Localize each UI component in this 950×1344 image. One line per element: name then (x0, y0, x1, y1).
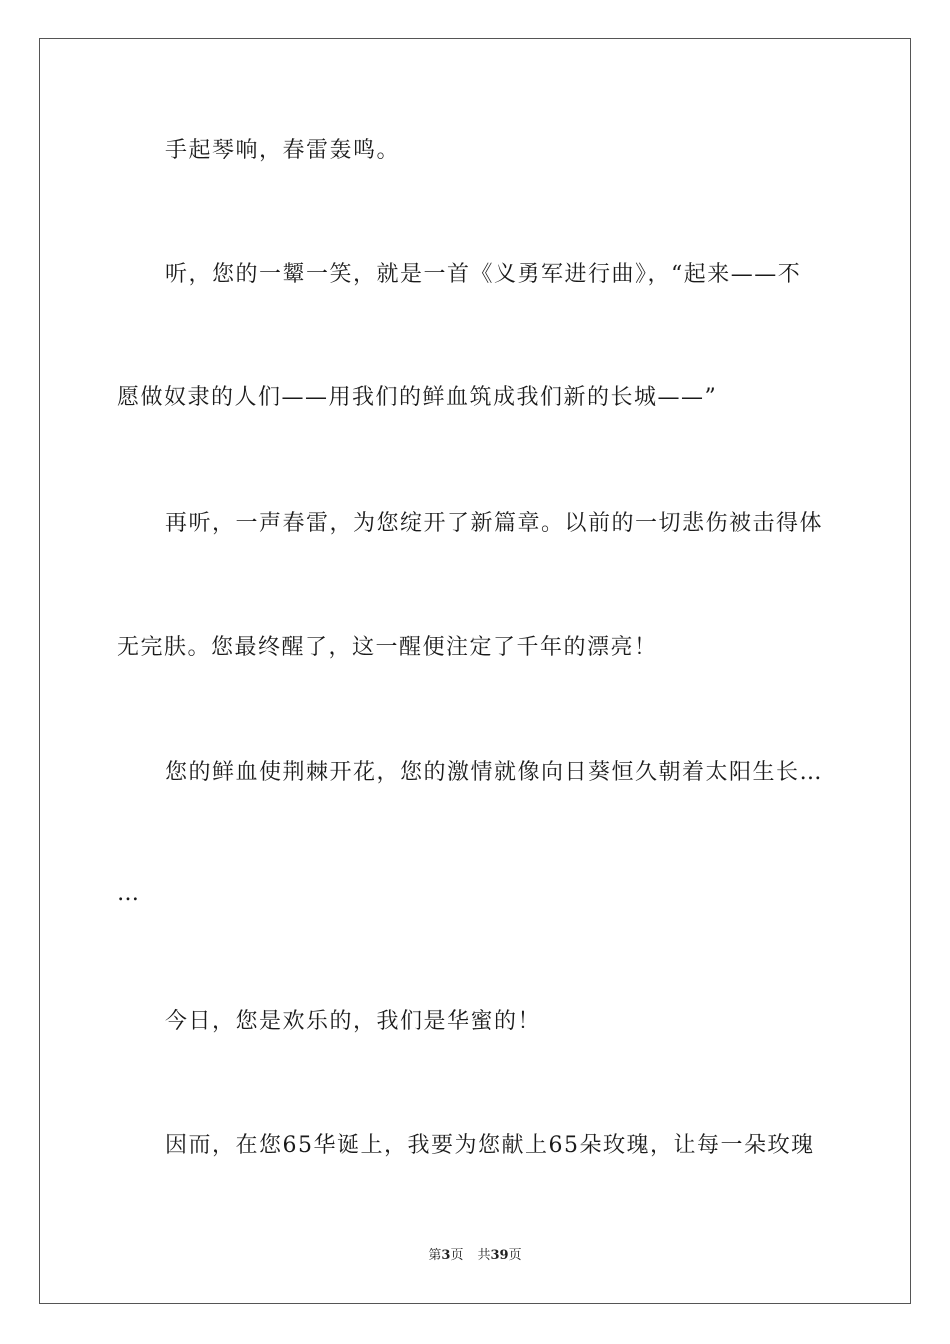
text-line-4: 再听，一声春雷，为您绽开了新篇章。以前的一切悲伤被击得体 (165, 511, 824, 536)
page-border (39, 38, 911, 1304)
text-line-8: 今日，您是欢乐的，我们是华蜜的！ (165, 1009, 542, 1034)
page-footer (0, 1247, 950, 1265)
text-line-5: 无完肤。您最终醒了，这一醒便注定了千年的漂亮！ (117, 635, 658, 660)
footer-page-unit: 页 (450, 1248, 464, 1263)
footer-prefix: 第 (428, 1248, 442, 1263)
text-line-1: 手起琴响，春雷轰鸣。 (165, 138, 401, 163)
total-page-count: 39 (490, 1248, 509, 1263)
current-page-number: 3 (441, 1248, 451, 1263)
text-line-9: 因而，在您65华诞上，我要为您献上65朵玫瑰，让每一朵玫瑰 (165, 1133, 815, 1158)
text-line-6: 您的鲜血使荆棘开花，您的激情就像向日葵恒久朝着太阳生长… (165, 760, 824, 785)
text-line-2: 听，您的一颦一笑，就是一首《义勇军进行曲》，“起来——不 (165, 262, 802, 287)
text-line-7: … (117, 881, 141, 906)
text-line-3: 愿做奴隶的人们——用我们的鲜血筑成我们新的长城——” (117, 385, 718, 410)
footer-total-prefix: 共 (477, 1248, 491, 1263)
footer-total-unit: 页 (508, 1248, 522, 1263)
